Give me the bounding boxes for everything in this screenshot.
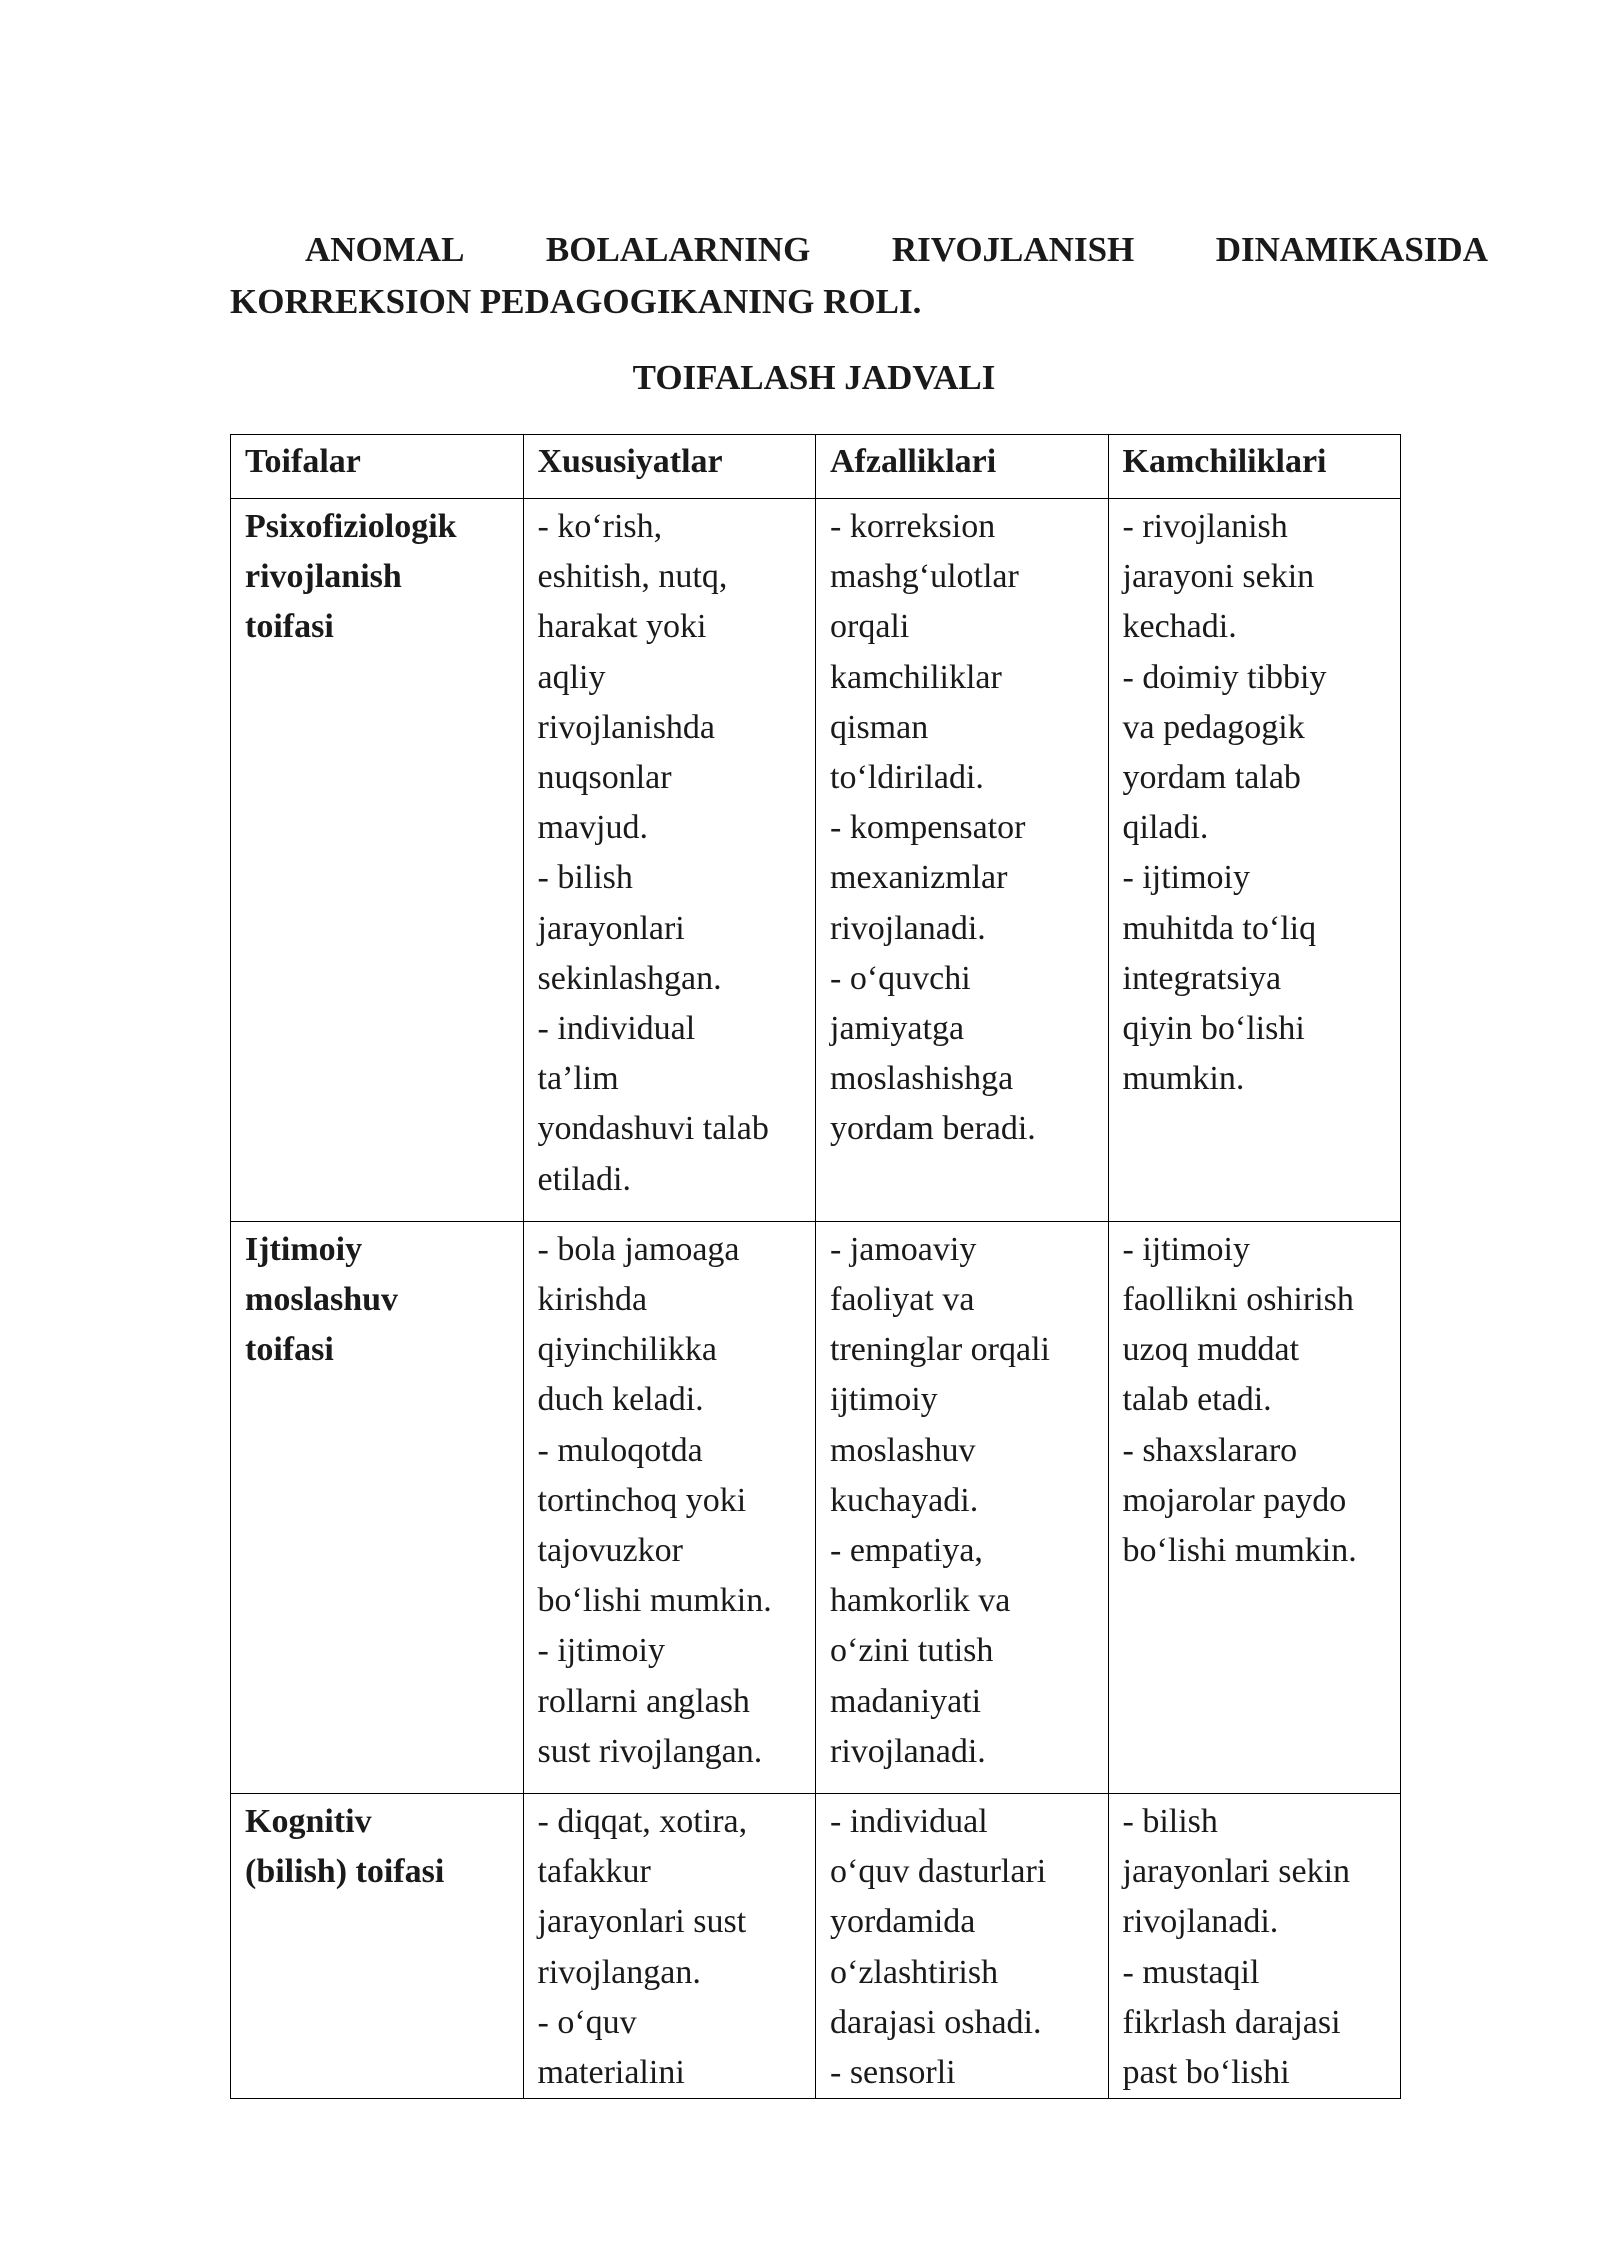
table-row <box>231 499 1401 1222</box>
cell-text-line: mexanizmlar <box>830 859 1008 897</box>
category-cell <box>231 1794 524 2099</box>
cell-text-line: qiyinchilikka <box>537 1331 717 1369</box>
cell-text-line: madaniyati <box>830 1682 982 1720</box>
category-cell <box>231 499 524 1222</box>
cell-text-line: yordam talab <box>1122 759 1301 797</box>
cell-text-line: - korreksion <box>830 508 996 545</box>
cell-text-line: bo‘lishi mumkin. <box>1122 1532 1357 1570</box>
cell-text-line: fikrlash darajasi <box>1122 2003 1341 2041</box>
cell-text-line: duch keladi. <box>537 1381 704 1419</box>
advantages-cell <box>816 1221 1109 1793</box>
cell-text-line: o‘quv dasturlari <box>830 1853 1047 1891</box>
cell-text-line: - bilish <box>537 859 633 897</box>
cell-text-line: o‘zlashtirish <box>830 1953 999 1991</box>
cell-text-line: - bola jamoaga <box>537 1230 740 1268</box>
cell-text-line: darajasi oshadi. <box>830 2003 1042 2041</box>
cell-text-line: kirishda <box>537 1281 648 1319</box>
cell-text-line: - individual <box>537 1010 696 1048</box>
cell-text-line: faollikni oshirish <box>1122 1281 1354 1319</box>
cell-text-line: yondashuvi talab <box>537 1110 769 1148</box>
cell-text-line: yordamida <box>830 1903 976 1941</box>
features-cell <box>523 1794 816 2099</box>
cell-text-line: tortinchoq yoki <box>537 1481 747 1519</box>
heading-word: BOLALARNING <box>545 230 811 269</box>
heading-line-2: KORREKSION PEDAGOGIKANING ROLI. <box>230 282 922 321</box>
disadvantages-cell <box>1108 1221 1401 1793</box>
heading-word: DINAMIKASIDA <box>1215 230 1488 269</box>
cell-text-line: kechadi. <box>1122 608 1237 646</box>
cell-text-line: rivojlangan. <box>537 1953 701 1991</box>
advantages-cell <box>816 499 1109 1222</box>
header-categories: Toifalar <box>231 435 524 499</box>
cell-text-line: - ijtimoiy <box>1122 859 1250 897</box>
cell-text-line: - sensorli <box>830 2054 956 2092</box>
cell-text-line: treninglar orqali <box>830 1331 1050 1369</box>
cell-text-line: eshitish, nutq, <box>537 558 728 596</box>
table-title: TOIFALASH JADVALI <box>632 358 996 397</box>
cell-text-line: bo‘lishi mumkin. <box>537 1582 772 1620</box>
cell-text-line: - diqqat, xotira, <box>537 1803 748 1841</box>
disadvantages-cell <box>1108 499 1401 1222</box>
cell-text-line: - ijtimoiy <box>537 1632 665 1670</box>
cell-text-line: ta’lim <box>537 1060 619 1098</box>
cell-text-line: qiladi. <box>1122 809 1209 847</box>
cell-text-line: rivojlanish <box>245 558 402 596</box>
cell-text-line: hamkorlik va <box>830 1582 1011 1620</box>
cell-text-line: jamiyatga <box>830 1010 965 1048</box>
cell-text-line: orqali <box>830 608 910 646</box>
cell-text-line: ijtimoiy <box>830 1381 938 1419</box>
cell-text-line: mojarolar paydo <box>1122 1481 1347 1519</box>
cell-text-line: talab etadi. <box>1122 1381 1272 1419</box>
cell-text-line: qisman <box>830 708 929 746</box>
cell-text-line: - o‘quv <box>537 2003 637 2041</box>
cell-text-line: Psixofiziologik <box>245 508 457 545</box>
header-advantages: Afzalliklari <box>816 435 1109 499</box>
cell-text-line: rivojlanishda <box>537 708 716 746</box>
cell-text-line: jarayonlari <box>537 909 685 947</box>
cell-text-line: - muloqotda <box>537 1431 703 1469</box>
cell-text-line: uzoq muddat <box>1122 1331 1300 1369</box>
cell-text-line: - o‘quvchi <box>830 959 971 997</box>
cell-text-line: rollarni anglash <box>537 1682 750 1720</box>
table-row <box>231 1794 1401 2099</box>
cell-text-line: - shaxslararo <box>1122 1431 1298 1469</box>
heading-word: RIVOJLANISH <box>891 230 1135 269</box>
cell-text-line: - mustaqil <box>1122 1953 1260 1991</box>
cell-text-line: integratsiya <box>1122 959 1282 997</box>
cell-text-line: past bo‘lishi <box>1122 2054 1290 2092</box>
cell-text-line: to‘ldiriladi. <box>830 759 984 797</box>
table-row <box>231 1221 1401 1793</box>
cell-text-line: - empatiya, <box>830 1532 983 1570</box>
cell-text-line: o‘zini tutish <box>830 1632 994 1670</box>
cell-text-line: rivojlanadi. <box>1122 1903 1279 1941</box>
category-cell <box>231 1221 524 1793</box>
cell-text-line: mumkin. <box>1122 1060 1245 1098</box>
cell-text-line: moslashuv <box>830 1431 976 1469</box>
cell-text-line: va pedagogik <box>1122 708 1305 746</box>
cell-text-line: muhitda to‘liq <box>1122 909 1317 947</box>
cell-text-line: - ijtimoiy <box>1122 1230 1250 1268</box>
cell-text-line: materialini <box>537 2054 685 2092</box>
header-features: Xususiyatlar <box>523 435 816 499</box>
cell-text-line: toifasi <box>245 608 334 646</box>
cell-text-line: - bilish <box>1122 1803 1218 1841</box>
advantages-cell <box>816 1794 1109 2099</box>
cell-text-line: kuchayadi. <box>830 1481 979 1519</box>
cell-text-line: kamchiliklar <box>830 658 1002 696</box>
disadvantages-cell <box>1108 1794 1401 2099</box>
header-disadvantages: Kamchiliklari <box>1108 435 1401 499</box>
cell-text-line: sekinlashgan. <box>537 959 722 997</box>
cell-text-line: Kognitiv <box>245 1803 372 1841</box>
cell-text-line: sust rivojlangan. <box>537 1732 763 1770</box>
table-header-row <box>231 435 1401 499</box>
cell-text-line: toifasi <box>245 1331 334 1369</box>
features-cell <box>523 1221 816 1793</box>
cell-text-line: moslashishga <box>830 1060 1014 1098</box>
cell-text-line: qiyin bo‘lishi <box>1122 1010 1305 1048</box>
classification-table <box>230 434 1401 2099</box>
cell-text-line: - jamoaviy <box>830 1230 977 1268</box>
cell-text-line: - kompensator <box>830 809 1026 847</box>
cell-text-line: Ijtimoiy <box>245 1230 363 1268</box>
cell-text-line: mashg‘ulotlar <box>830 558 1019 596</box>
heading-line-1 <box>230 224 1488 276</box>
cell-text-line: - rivojlanish <box>1122 508 1288 545</box>
cell-text-line: - ko‘rish, <box>537 508 663 545</box>
cell-text-line: jarayonlari sekin <box>1122 1853 1351 1891</box>
cell-text-line: etiladi. <box>537 1160 631 1198</box>
cell-text-line: aqliy <box>537 658 606 696</box>
cell-text-line: jarayoni sekin <box>1122 558 1315 596</box>
cell-text-line: nuqsonlar <box>537 759 672 797</box>
cell-text-line: harakat yoki <box>537 608 707 646</box>
cell-text-line: rivojlanadi. <box>830 909 986 947</box>
cell-text-line: tafakkur <box>537 1853 651 1891</box>
cell-text-line: - individual <box>830 1803 988 1841</box>
document-heading <box>230 224 1488 328</box>
cell-text-line: mavjud. <box>537 809 648 847</box>
features-cell <box>523 499 816 1222</box>
cell-text-line: moslashuv <box>245 1281 399 1319</box>
cell-text-line: yordam beradi. <box>830 1110 1036 1148</box>
cell-text-line: rivojlanadi. <box>830 1732 986 1770</box>
cell-text-line: - doimiy tibbiy <box>1122 658 1327 696</box>
cell-text-line: jarayonlari sust <box>537 1903 747 1941</box>
cell-text-line: (bilish) toifasi <box>245 1853 445 1891</box>
cell-text-line: faoliyat va <box>830 1281 975 1319</box>
heading-word: ANOMAL <box>305 230 465 269</box>
cell-text-line: tajovuzkor <box>537 1532 683 1570</box>
